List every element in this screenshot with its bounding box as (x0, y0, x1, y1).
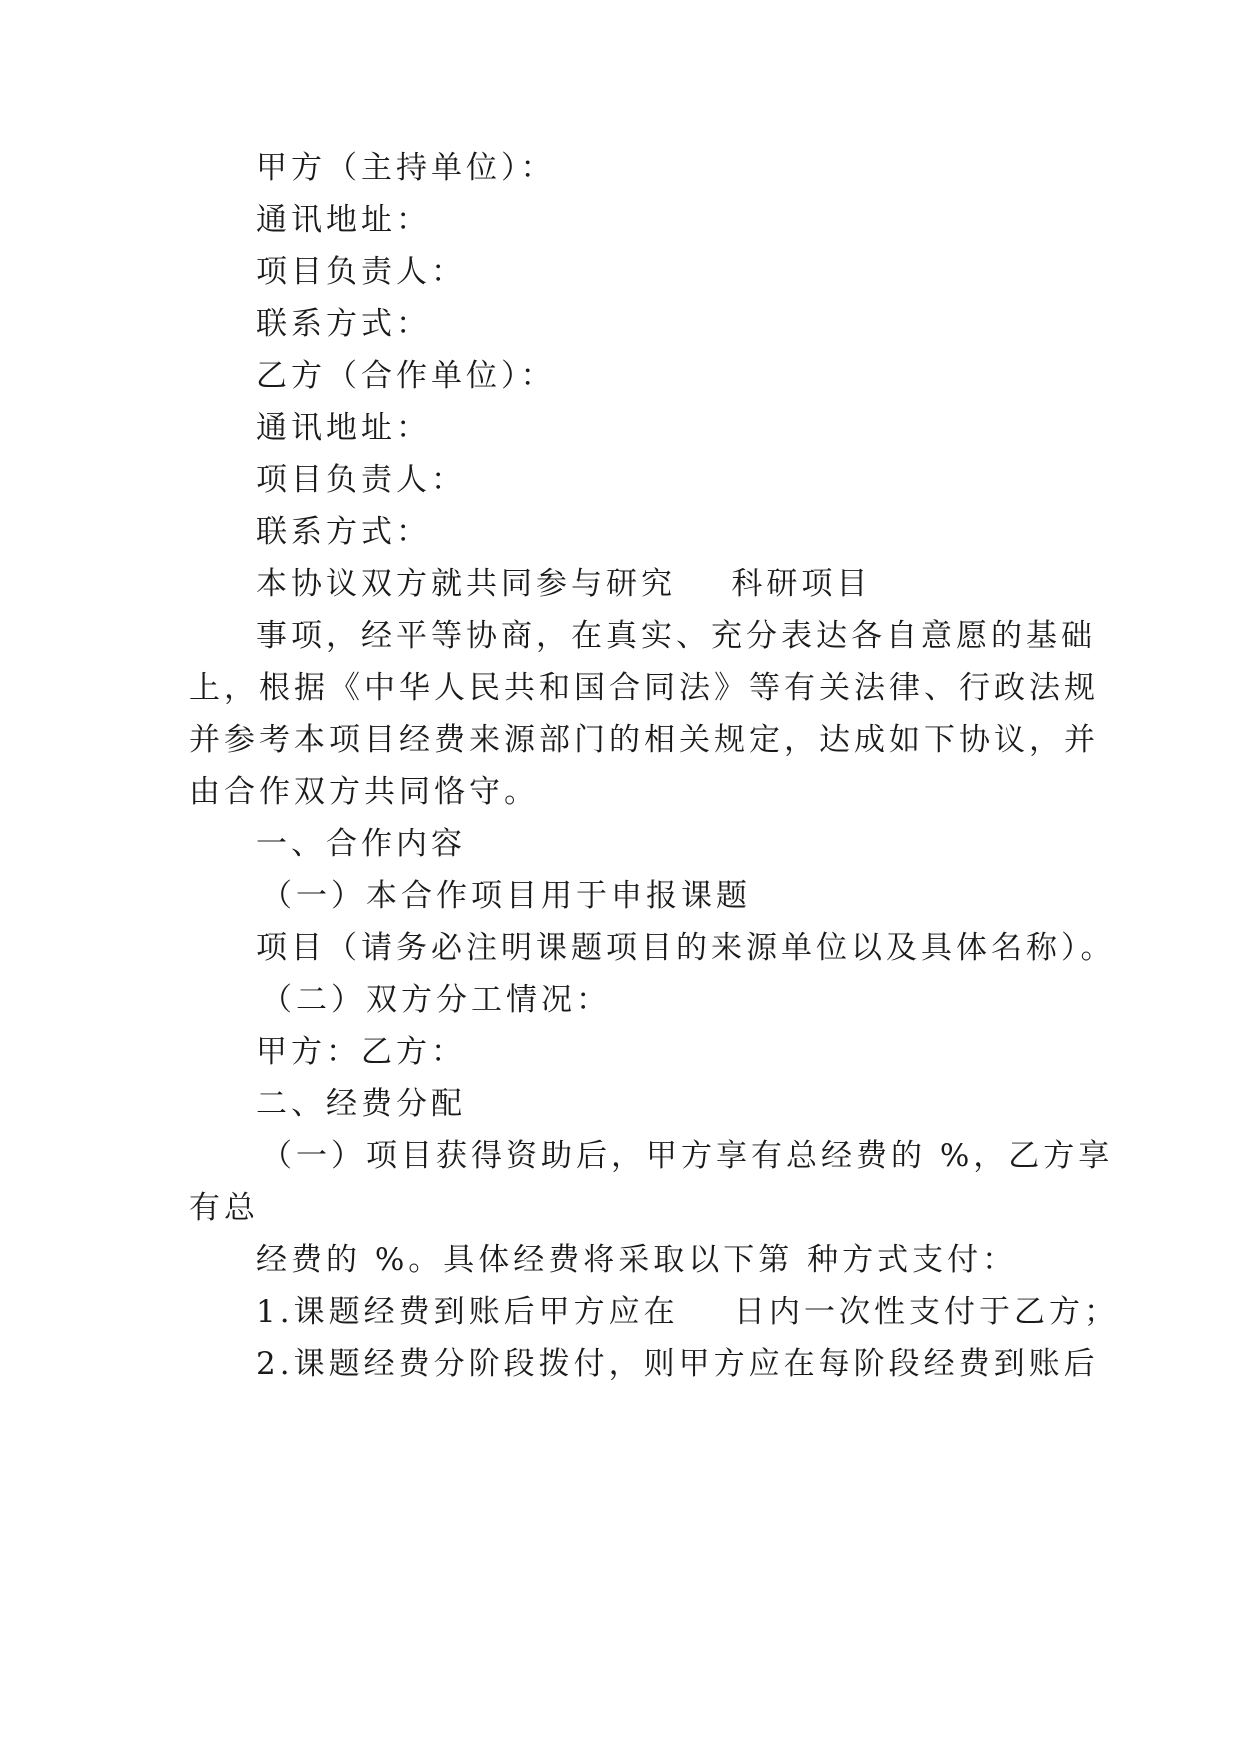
preamble-line-4: 并参考本项目经费来源部门的相关规定，达成如下协议，并 (189, 722, 1099, 758)
party-b-lead-label: 项目负责人： (256, 462, 466, 498)
section-2-payment-method: 经费的 %。具体经费将采取以下第 种方式支付： (256, 1242, 1018, 1278)
party-a-lead-label: 项目负责人： (256, 254, 466, 290)
section-2-heading: 二、经费分配 (256, 1086, 466, 1122)
payment-option-2: 2.课题经费分阶段拨付，则甲方应在每阶段经费到账后 (256, 1346, 1099, 1382)
section-2-item-1: （一）项目获得资助后，甲方享有总经费的 %，乙方享 (261, 1138, 1114, 1174)
section-1-item-1-cont: 项目（请务必注明课题项目的来源单位以及具体名称）。 (256, 930, 1116, 966)
section-2-item-1-cont: 有总 (189, 1190, 259, 1226)
party-a-contact-label: 联系方式： (256, 306, 431, 342)
payment-option-1: 1.课题经费到账后甲方应在 日内一次性支付于乙方； (256, 1294, 1119, 1330)
party-b-address-label: 通讯地址： (256, 410, 431, 446)
section-1-item-1: （一）本合作项目用于申报课题 (261, 878, 751, 914)
preamble-line-2: 事项，经平等协商，在真实、充分表达各自意愿的基础 (256, 618, 1096, 654)
section-1-item-2: （二）双方分工情况： (261, 982, 611, 1018)
preamble-line-3: 上，根据《中华人民共和国合同法》等有关法律、行政法规 (189, 670, 1099, 706)
section-1-heading: 一、合作内容 (256, 826, 466, 862)
party-b-contact-label: 联系方式： (256, 514, 431, 550)
party-a-address-label: 通讯地址： (256, 202, 431, 238)
preamble-line-5: 由合作双方共同恪守。 (189, 774, 539, 810)
party-b-heading: 乙方（合作单位）： (256, 358, 556, 394)
party-a-heading: 甲方（主持单位）： (256, 150, 556, 186)
preamble-line-1: 本协议双方就共同参与研究 科研项目 (256, 566, 872, 602)
division-of-work: 甲方：乙方： (256, 1034, 466, 1070)
